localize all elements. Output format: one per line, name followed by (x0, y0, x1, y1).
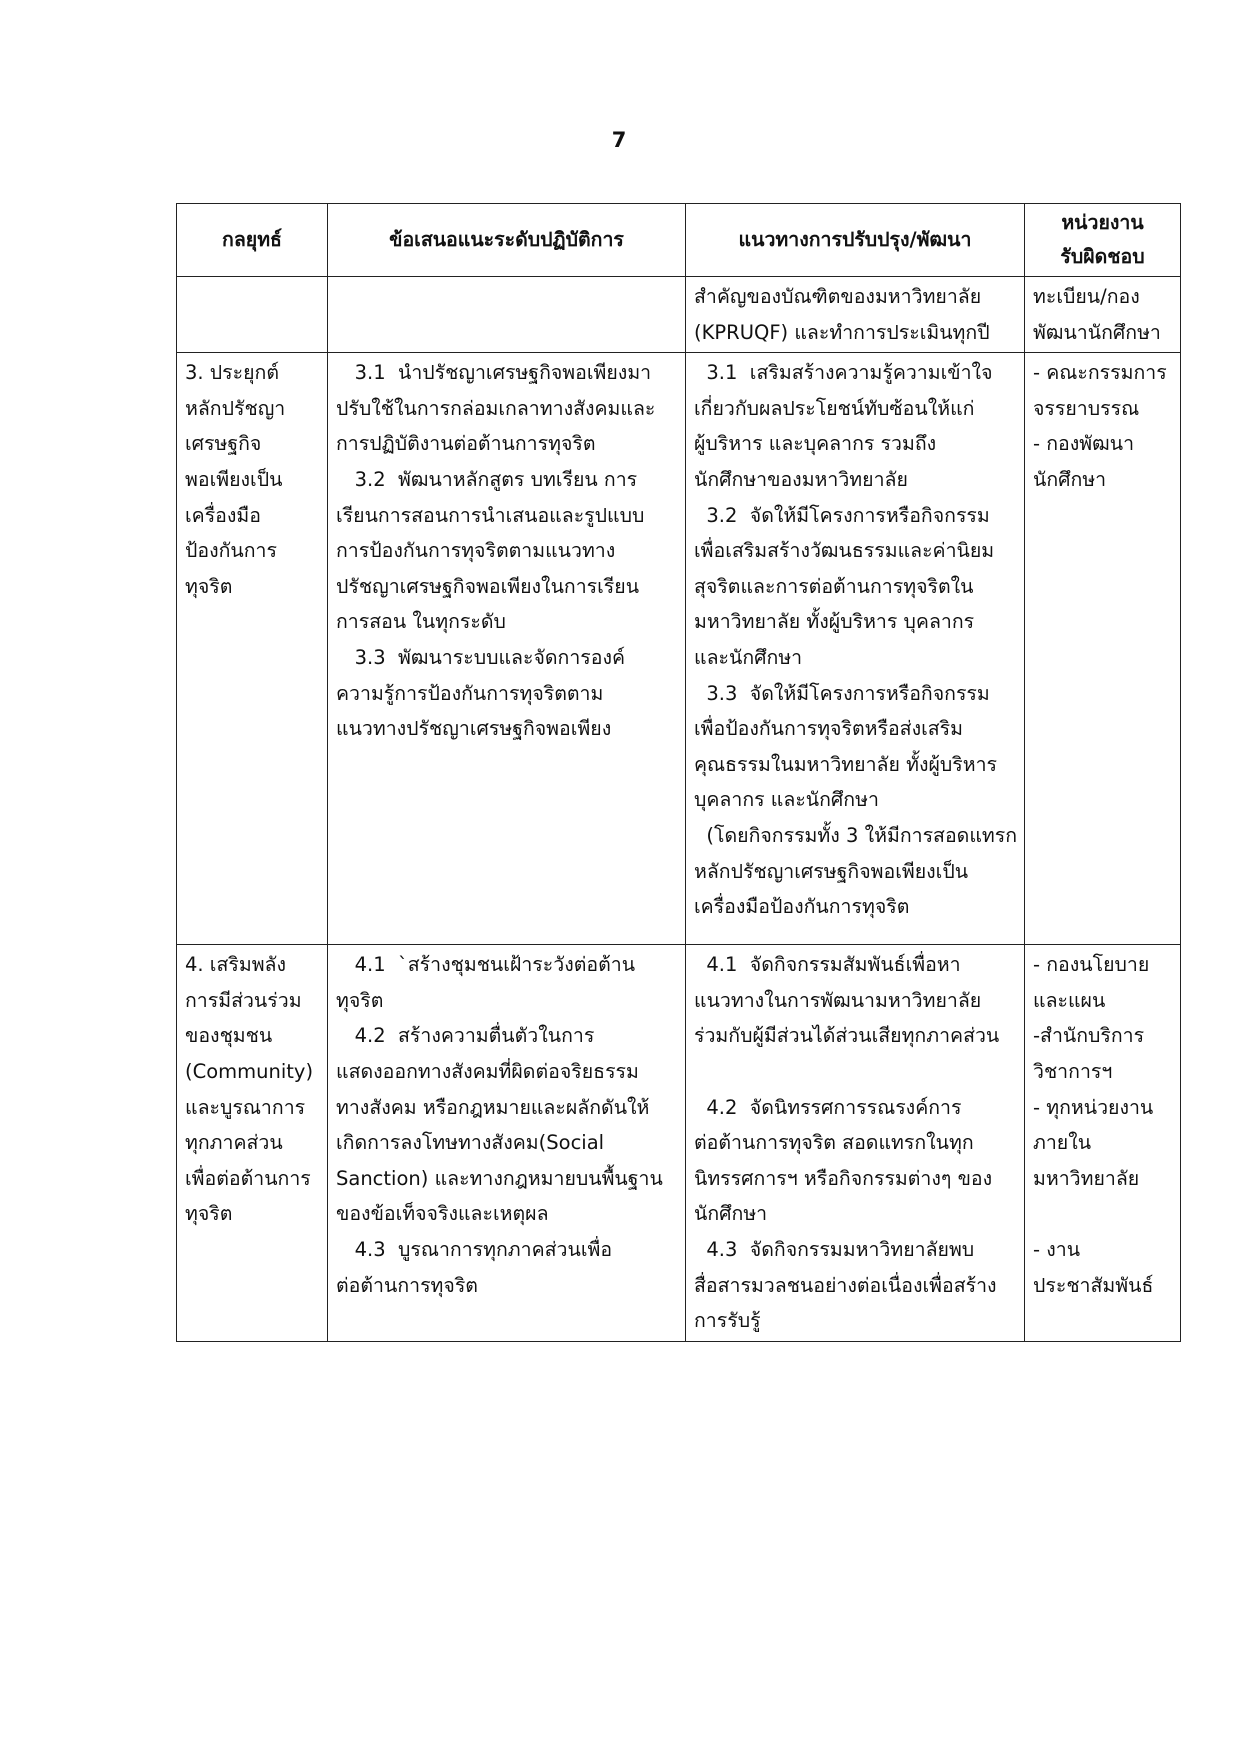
cell-proposal (328, 945, 686, 1342)
guideline-line: 4.1 จัดกิจกรรมสัมพันธ์เพื่อหา (694, 953, 961, 977)
proposal-line: Sanction) และทางกฎหมายบนพื้นฐาน (336, 1166, 663, 1190)
guideline-line: 3.1 เสริมสร้างความรู้ความเข้าใจ (694, 361, 993, 385)
unit-line: - งาน (1033, 1237, 1081, 1261)
table-row (177, 353, 1181, 945)
guideline-line: นิทรรศการฯ หรือกิจกรรมต่างๆ ของ (694, 1166, 993, 1190)
proposal-line: ความรู้การป้องกันการทุจริตตาม (336, 681, 604, 705)
cell-proposal (328, 353, 686, 945)
header-unit-line: หน่วยงาน (1061, 211, 1144, 234)
strategy-line: ทุกภาคส่วน (185, 1131, 283, 1155)
unit-line: นักศึกษา (1033, 467, 1107, 491)
unit-line: - ทุกหน่วยงาน (1033, 1095, 1154, 1119)
guideline-line: บุคลากร และนักศึกษา (694, 788, 879, 812)
cell-guideline (686, 353, 1025, 945)
guideline-line: ร่วมกับผู้มีส่วนได้ส่วนเสียทุกภาคส่วน (694, 1024, 1000, 1048)
proposal-line: แนวทางปรัชญาเศรษฐกิจพอเพียง (336, 717, 612, 741)
unit-line: วิชาการฯ (1033, 1059, 1113, 1083)
strategy-line: หลักปรัชญา (185, 396, 286, 420)
strategy-line: 3. ประยุกต์ (185, 361, 280, 385)
strategy-table (176, 203, 1181, 1342)
guideline-line: คุณธรรมในมหาวิทยาลัย ทั้งผู้บริหาร (694, 752, 998, 776)
header-proposal: ข้อเสนอแนะระดับปฏิบัติการ (328, 204, 686, 277)
guideline-line: สำคัญของบัณฑิตของมหาวิทยาลัย (694, 285, 982, 308)
guideline-line: สื่อสารมวลชนอย่างต่อเนื่องเพื่อสร้าง (694, 1273, 997, 1297)
proposal-line: ทุจริต (336, 988, 384, 1012)
strategy-line: (Community) (185, 1059, 314, 1083)
guideline-line: ผู้บริหาร และบุคลากร รวมถึง (694, 432, 937, 456)
table-header-row (177, 204, 1181, 277)
guideline-line: 3.2 จัดให้มีโครงการหรือกิจกรรม (694, 503, 990, 527)
unit-line: ทะเบียน/กอง (1033, 285, 1140, 308)
cell-strategy (177, 353, 328, 945)
proposal-line: การสอน ในทุกระดับ (336, 610, 506, 634)
guideline-line: เครื่องมือป้องกันการทุจริต (694, 895, 910, 919)
unit-line: ประชาสัมพันธ์ (1033, 1273, 1154, 1297)
guideline-line: มหาวิทยาลัย ทั้งผู้บริหาร บุคลากร (694, 610, 975, 634)
guideline-line: แนวทางในการพัฒนามหาวิทยาลัย (694, 988, 982, 1012)
guideline-line: (KPRUQF) และทำการประเมินทุกปี (694, 320, 990, 344)
unit-line: -สำนักบริการ (1033, 1024, 1145, 1048)
guideline-line: หลักปรัชญาเศรษฐกิจพอเพียงเป็น (694, 859, 969, 883)
strategy-line: และบูรณาการ (185, 1095, 306, 1119)
strategy-line: การมีส่วนร่วม (185, 988, 302, 1012)
guideline-line: เกี่ยวกับผลประโยชน์ทับซ้อนให้แก่ (694, 396, 975, 420)
proposal-line: การปฏิบัติงานต่อต้านการทุจริต (336, 432, 596, 456)
strategy-line: พอเพียงเป็น (185, 467, 283, 491)
proposal-line: ปรัชญาเศรษฐกิจพอเพียงในการเรียน (336, 574, 640, 598)
cell-guideline (686, 945, 1025, 1342)
proposal-line: แสดงออกทางสังคมที่ผิดต่อจริยธรรม (336, 1059, 639, 1083)
proposal-line: เรียนการสอนการนำเสนอและรูปแบบ (336, 503, 645, 527)
unit-line: จรรยาบรรณ (1033, 396, 1140, 420)
table-row (177, 945, 1181, 1342)
cell-proposal (328, 277, 686, 353)
proposal-line: 4.1 `สร้างชุมชนเฝ้าระวังต่อต้าน (336, 953, 636, 977)
proposal-line: ปรับใช้ในการกล่อมเกลาทางสังคมและ (336, 396, 656, 420)
strategy-line: ของชุมชน (185, 1024, 273, 1048)
guideline-line: เพื่อป้องกันการทุจริตหรือส่งเสริม (694, 717, 963, 741)
unit-line: และแผน (1033, 988, 1106, 1012)
guideline-line: และนักศึกษา (694, 645, 803, 669)
table-row (177, 277, 1181, 353)
guideline-line: 4.2 จัดนิทรรศการรณรงค์การ (694, 1095, 962, 1119)
proposal-line: 3.1 นำปรัชญาเศรษฐกิจพอเพียงมา (336, 361, 652, 385)
proposal-line: 3.3 พัฒนาระบบและจัดการองค์ (336, 645, 626, 669)
cell-unit (1025, 353, 1181, 945)
strategy-line: เครื่องมือ (185, 503, 261, 527)
cell-strategy (177, 277, 328, 353)
guideline-line: ต่อต้านการทุจริต สอดแทรกในทุก (694, 1131, 974, 1155)
proposal-line: ต่อต้านการทุจริต (336, 1273, 478, 1297)
strategy-line: เพื่อต่อต้านการ (185, 1166, 311, 1190)
header-unit-line: รับผิดชอบ (1060, 245, 1145, 268)
cell-unit (1025, 945, 1181, 1342)
strategy-line: ทุจริต (185, 1202, 233, 1226)
cell-strategy (177, 945, 328, 1342)
proposal-line: 3.2 พัฒนาหลักสูตร บทเรียน การ (336, 467, 638, 491)
guideline-line: นักศึกษา (694, 1202, 768, 1226)
proposal-line: เกิดการลงโทษทางสังคม(Social (336, 1131, 605, 1155)
unit-line: - กองนโยบาย (1033, 953, 1150, 977)
unit-line: - คณะกรรมการ (1033, 361, 1167, 385)
proposal-line: 4.2 สร้างความตื่นตัวในการ (336, 1024, 595, 1048)
guideline-line: นักศึกษาของมหาวิทยาลัย (694, 467, 908, 491)
strategy-line: 4. เสริมพลัง (185, 953, 287, 977)
unit-line: มหาวิทยาลัย (1033, 1166, 1140, 1190)
page-number: 7 (611, 128, 627, 152)
guideline-line (694, 1054, 1016, 1090)
header-guideline: แนวทางการปรับปรุง/พัฒนา (686, 204, 1025, 277)
strategy-line: ทุจริต (185, 574, 233, 598)
unit-line: ภายใน (1033, 1131, 1092, 1155)
proposal-line: การป้องกันการทุจริตตามแนวทาง (336, 539, 616, 563)
guideline-line: 3.3 จัดให้มีโครงการหรือกิจกรรม (694, 681, 990, 705)
proposal-line: ของข้อเท็จจริงและเหตุผล (336, 1202, 549, 1226)
proposal-line: 4.3 บูรณาการทุกภาคส่วนเพื่อ (336, 1237, 613, 1261)
guideline-line: (โดยกิจกรรมทั้ง 3 ให้มีการสอดแทรก (694, 823, 1018, 847)
strategy-line: เศรษฐกิจ (185, 432, 262, 456)
guideline-line: การรับรู้ (694, 1309, 761, 1333)
unit-line: - กองพัฒนา (1033, 432, 1135, 456)
header-unit (1025, 204, 1181, 277)
guideline-line: เพื่อเสริมสร้างวัฒนธรรมและค่านิยม (694, 539, 995, 563)
cell-guideline (686, 277, 1025, 353)
unit-line (1033, 1196, 1172, 1232)
proposal-line: ทางสังคม หรือกฎหมายและผลักดันให้ (336, 1095, 650, 1119)
guideline-line: สุจริตและการต่อต้านการทุจริตใน (694, 574, 974, 598)
guideline-line: 4.3 จัดกิจกรรมมหาวิทยาลัยพบ (694, 1237, 975, 1261)
unit-line: พัฒนานักศึกษา (1033, 320, 1161, 344)
cell-unit (1025, 277, 1181, 353)
strategy-line: ป้องกันการ (185, 539, 277, 563)
header-strategy: กลยุทธ์ (177, 204, 328, 277)
